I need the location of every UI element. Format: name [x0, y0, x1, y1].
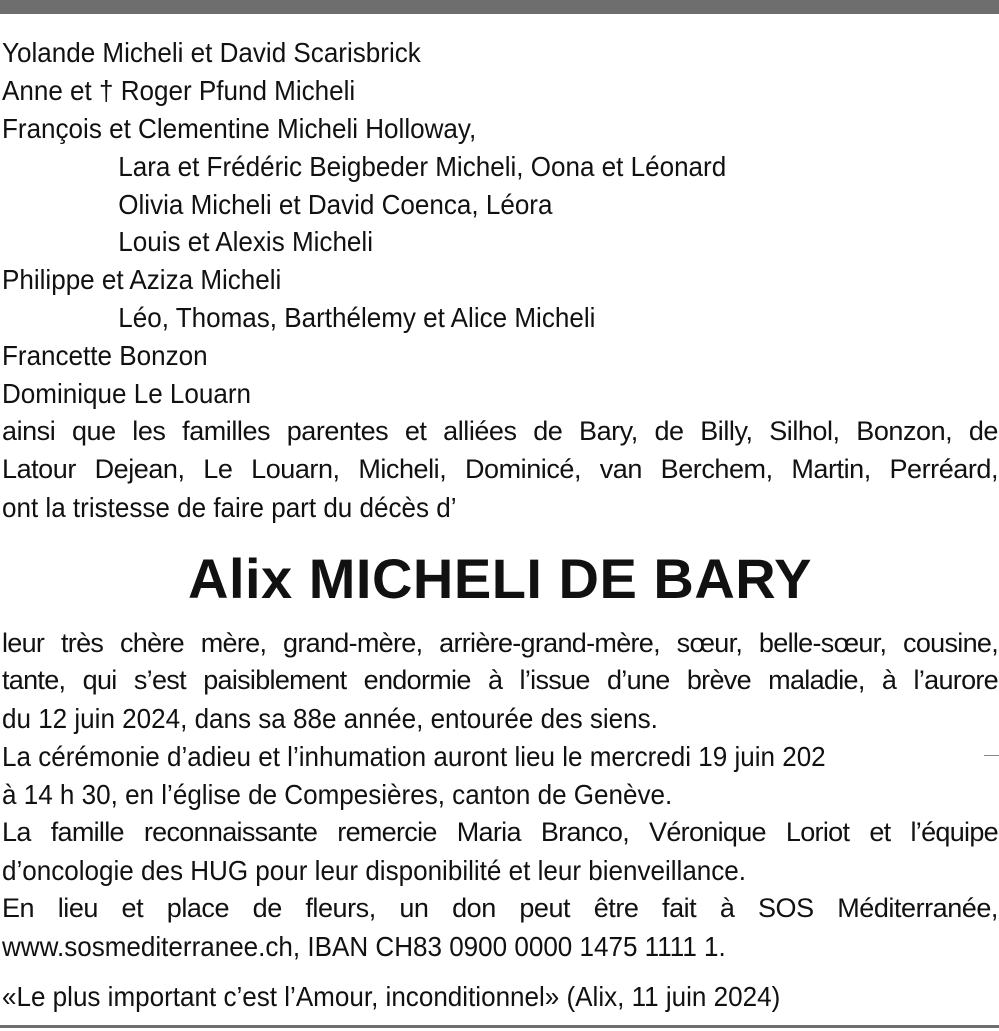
body-text	[2, 625, 998, 966]
families-line: ainsi que les familles parentes et alliées de Bary, de Billy, Silhol, Bonzon, de	[2, 415, 998, 446]
announcer-line: Yolande Micheli et David Scarisbrick	[2, 37, 421, 68]
closing-quote: «Le plus important c’est l’Amour, inconditionnel» (Alix, 11 juin 2024)	[2, 980, 781, 1012]
bottom-rule	[0, 1025, 999, 1028]
announcer-list	[2, 34, 998, 413]
top-rule	[0, 0, 999, 14]
announcer-line-indented: Olivia Micheli et David Coenca, Léora	[118, 188, 553, 220]
announcer-line: Philippe et Aziza Micheli	[2, 264, 282, 296]
body-line: La famille reconnaissante remercie Maria Branco, Véronique Loriot et l’équipe	[2, 817, 998, 848]
body-line: www.sosmediterranee.ch, IBAN CH83 0900 0000 1475 1111 1.	[2, 930, 726, 962]
body-line: à 14 h 30, en l’église de Compesières, canton de Genève.	[2, 779, 673, 811]
body-line: En lieu et place de fleurs, un don peut être fait à SOS Méditerranée,	[2, 892, 998, 923]
families-paragraph	[2, 413, 998, 527]
deceased-name-heading: Alix MICHELI DE BARY	[188, 546, 812, 610]
obituary-notice	[2, 34, 998, 1015]
announcer-line: Dominique Le Louarn	[2, 378, 252, 410]
families-line: ont la tristesse de faire part du décès d’	[2, 491, 457, 523]
body-line: d’oncologie des HUG pour leur disponibilité et leur bienveillance.	[2, 854, 747, 886]
announcer-line-indented: Léo, Thomas, Barthélemy et Alice Micheli	[118, 302, 596, 334]
announcer-line-indented: Louis et Alexis Micheli	[118, 226, 373, 258]
announcer-line: Anne et † Roger Pfund Micheli	[2, 74, 356, 106]
announcer-line-indented: Lara et Frédéric Beigbeder Micheli, Oona et Léonard	[118, 150, 727, 182]
body-line: leur très chère mère, grand-mère, arrière-grand-mère, sœur, belle-sœur, cousine,	[2, 627, 998, 658]
body-line: du 12 juin 2024, dans sa 88e année, entourée des siens.	[2, 703, 658, 735]
families-line: Latour Dejean, Le Louarn, Micheli, Dominicé, van Berchem, Martin, Perréard,	[2, 453, 998, 484]
body-line: tante, qui s’est paisiblement endormie à l’issue d’une brève maladie, à l’aurore	[2, 665, 998, 696]
body-line: La cérémonie d’adieu et l’inhumation auront lieu le mercredi 19 juin 202	[2, 741, 826, 773]
announcer-line: Francette Bonzon	[2, 340, 208, 372]
line-overrun-mark	[984, 755, 999, 756]
announcer-line: François et Clementine Micheli Holloway,	[2, 112, 477, 144]
